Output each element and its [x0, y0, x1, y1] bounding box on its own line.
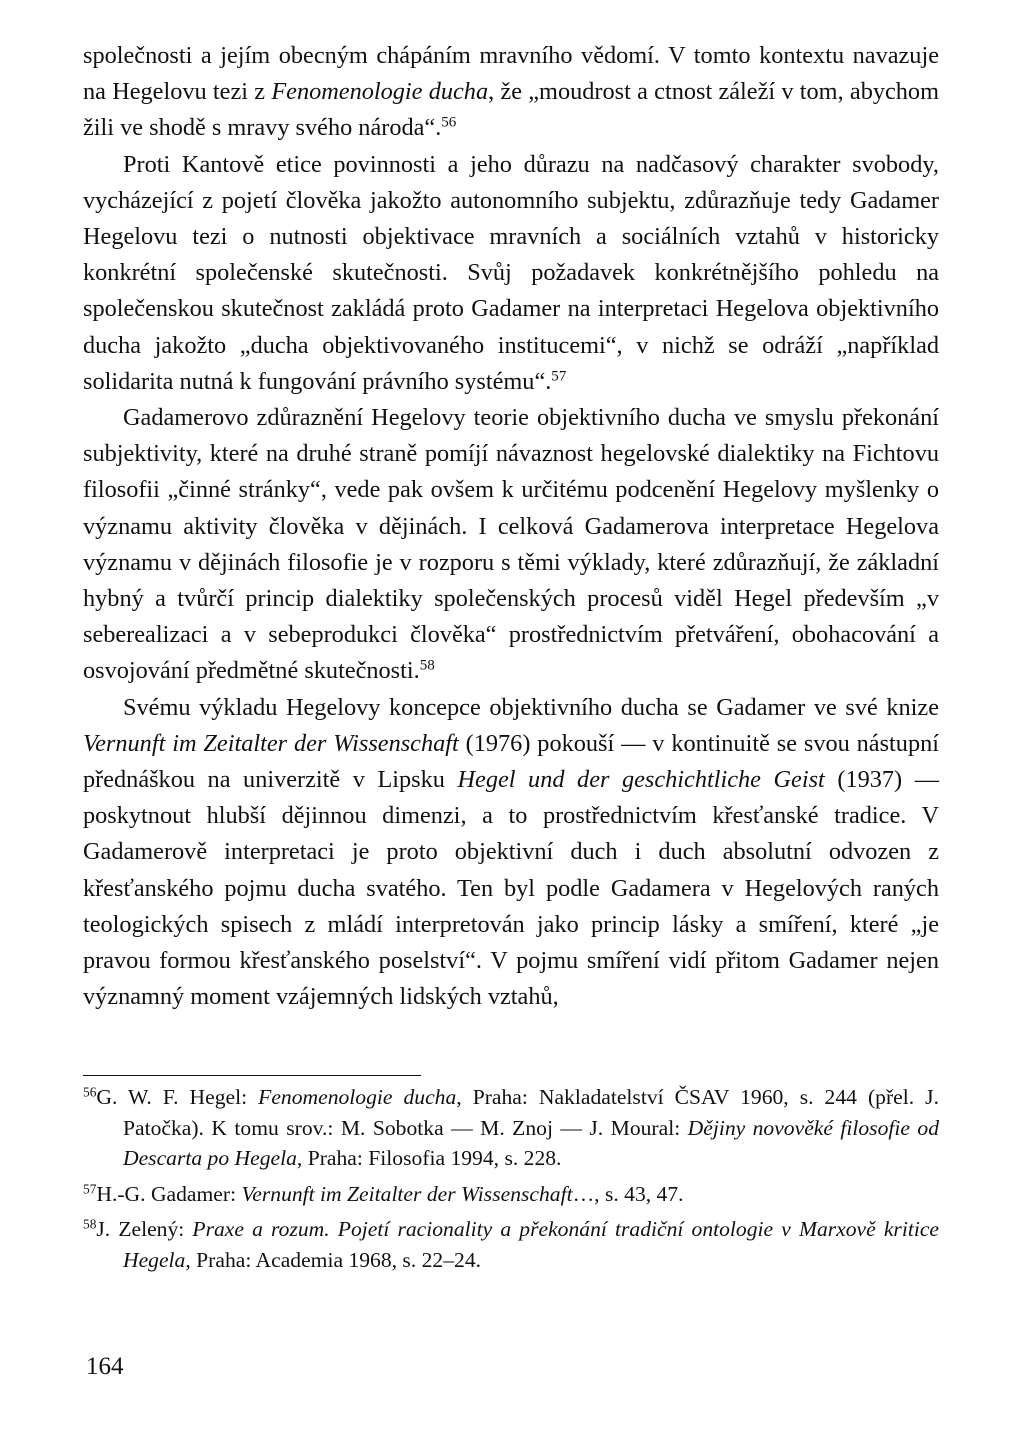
footnote-ref: 58 [419, 658, 435, 675]
page-number: 164 [86, 1353, 124, 1380]
footnote [83, 1214, 939, 1275]
text-run: , Praha: Nakladatelství ČSAV 1960, s. 244 (přel. J. Patočka). K tomu srov.: M. Sobotka — M. Znoj — J. Moural: [123, 1085, 939, 1140]
text-run: H.-G. Gadamer: [96, 1181, 242, 1206]
text-run: J. Zelený: [96, 1217, 193, 1241]
footnote-number: 58 [83, 1216, 97, 1232]
paragraph [83, 147, 939, 400]
paragraph [83, 38, 939, 147]
main-text [83, 38, 939, 1015]
italic-title: Hegel und der geschichtliche Geist [457, 766, 825, 794]
footnote-number: 56 [83, 1084, 97, 1100]
page-body [83, 38, 939, 1015]
footnote-number: 57 [83, 1181, 97, 1197]
italic-title: Fenomenologie ducha [271, 78, 489, 106]
footnote-ref: 56 [441, 115, 457, 132]
text-run: (1976) pokouší — v kontinuitě se svou nástupní přednáškou na univerzitě v Lipsku [83, 729, 939, 794]
footnote-separator [83, 1075, 421, 1076]
paragraph [83, 690, 939, 1016]
text-run: G. W. F. Hegel: [96, 1085, 259, 1109]
italic-title: Vernunft im Zeitalter der Wissenschaft [83, 729, 459, 757]
text-run: , že „moudrost a ctnost záleží v tom, abychom žili ve shodě s mravy svého národa“. [83, 78, 939, 142]
text-run: společnosti a jejím obecným chápáním mravního vědomí. V tomto kontextu navazuje na Hegelovu tezi z [83, 42, 939, 106]
italic-title: Fenomenologie ducha [258, 1085, 457, 1109]
paragraph [83, 400, 939, 690]
footnote [83, 1179, 939, 1210]
text-run: Gadamerovo zdůraznění Hegelovy teorie objektivního ducha ve smyslu překonání subjektivity, které na druhé straně pomíjí návaznost hegelovské dialektiky na Fichtovu filosofii „činné stránky“, vede pak ovšem k určitému podcenění Hegelovy myšlenky o významu aktivity člověka v dějinách. I celková Gadamerova interpretace Hegelova významu v dějinách filosofie je v rozporu s těmi výklady, které zdůrazňují, že základní hybný a tvůrčí princip dialektiky společenských procesů viděl Hegel především „v seberealizaci a v sebeprodukci člověka“ prostřednictvím přetváření, obohacování a osvojování předmětné skutečnosti. [83, 404, 939, 685]
text-run: , Praha: Filosofia 1994, s. 228. [296, 1146, 562, 1170]
italic-title: Praxe a rozum. Pojetí racionality a překonání tradiční ontologie v Marxově kritice Hegela [123, 1217, 939, 1272]
footnote-ref: 57 [551, 368, 567, 385]
italic-title: Vernunft im Zeitalter der Wissenschaft [241, 1181, 573, 1206]
italic-title: Dějiny novověké filosofie od Descarta po Hegela [123, 1115, 939, 1170]
text-run: , Praha: Academia 1968, s. 22–24. [185, 1247, 482, 1272]
footnote [83, 1082, 939, 1174]
text-run: Svému výkladu Hegelovy koncepce objektivního ducha se Gadamer ve své knize [123, 693, 939, 721]
text-run: Proti Kantově etice povinnosti a jeho důrazu na nadčasový charakter svobody, vycházející z pojetí člověka jakožto autonomního subjektu, zdůrazňuje tedy Gadamer Hegelovu tezi o nutnosti objektivace mravních a sociálních vztahů v historicky konkrétní společenské skutečnosti. Svůj požadavek konkrétnějšího pohledu na společenskou skutečnost zakládá proto Gadamer na interpretaci Hegelova objektivního ducha jakožto „ducha objektivovaného institucemi“, v nichž se odráží „například solidarita nutná k fungování právního systému“. [83, 150, 939, 395]
text-run: (1937) — poskytnout hlubší dějinnou dimenzi, a to prostřednictvím křesťanské tradice. V Gadamerově interpretaci je proto objektivní duch i duch absolutní odvozen z křesťanského pojmu ducha svatého. Ten byl podle Gadamera v Hegelových raných teologických spisech z mládí interpretován jako princip lásky a smíření, které „je pravou formou křesťanského poselství“. V pojmu smíření vidí přitom Gadamer nejen významný moment vzájemných lidských vztahů, [83, 766, 939, 1011]
footnotes [83, 1082, 939, 1280]
text-run: …, s. 43, 47. [572, 1181, 684, 1206]
